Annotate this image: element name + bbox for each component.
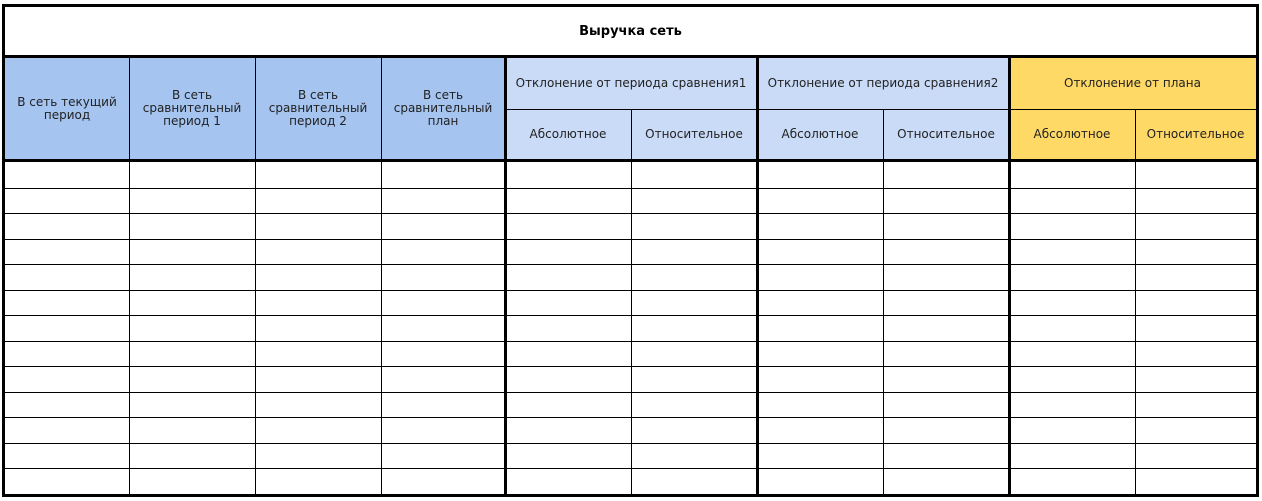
table-cell[interactable] — [129, 341, 255, 367]
table-cell[interactable] — [631, 239, 757, 265]
table-cell[interactable] — [5, 188, 129, 214]
table-cell[interactable] — [631, 213, 757, 239]
table-cell[interactable] — [505, 239, 631, 265]
table-cell[interactable] — [1009, 341, 1135, 367]
subheader-relative-1-label: Относительное — [645, 126, 743, 141]
table-cell[interactable] — [631, 315, 757, 341]
table-cell[interactable] — [5, 366, 129, 392]
table-cell[interactable] — [5, 417, 129, 443]
table-cell[interactable] — [505, 315, 631, 341]
table-cell[interactable] — [5, 162, 129, 188]
table-cell[interactable] — [5, 239, 129, 265]
table-cell[interactable] — [757, 392, 883, 418]
table-cell[interactable] — [883, 468, 1009, 494]
header-comparison-period-1-label: В сеть сравнительный период 1 — [142, 88, 242, 128]
table-cell[interactable] — [1009, 468, 1135, 494]
table-cell[interactable] — [1009, 392, 1135, 418]
table-cell[interactable] — [5, 468, 129, 494]
table-cell[interactable] — [757, 468, 883, 494]
table-cell[interactable] — [381, 213, 505, 239]
table-cell[interactable] — [757, 213, 883, 239]
revenue-table — [2, 4, 1259, 497]
table-cell[interactable] — [381, 366, 505, 392]
table-cell[interactable] — [757, 341, 883, 367]
subheader-absolute-plan-label: Абсолютное — [1033, 126, 1111, 141]
header-comparison-plan-label: В сеть сравнительный план — [393, 88, 493, 128]
table-cell[interactable] — [1135, 366, 1256, 392]
table-cell[interactable] — [1009, 213, 1135, 239]
table-cell[interactable] — [631, 188, 757, 214]
subheader-relative-1 — [631, 109, 757, 159]
header-current-period-label: В сеть текущий период — [17, 94, 117, 122]
table-cell[interactable] — [883, 341, 1009, 367]
table-cell[interactable] — [381, 290, 505, 316]
header-comparison-plan — [381, 58, 505, 159]
table-cell[interactable] — [505, 392, 631, 418]
table-cell[interactable] — [255, 417, 381, 443]
header-comparison-period-2 — [255, 58, 381, 159]
table-cell[interactable] — [505, 162, 631, 188]
subheader-absolute-plan — [1009, 109, 1135, 159]
table-cell[interactable] — [381, 162, 505, 188]
table-cell[interactable] — [757, 417, 883, 443]
table-title: Выручка сеть — [5, 7, 1256, 58]
table-cell[interactable] — [381, 264, 505, 290]
table-cell[interactable] — [1135, 392, 1256, 418]
header-comparison-period-1 — [129, 58, 255, 159]
table-cell[interactable] — [883, 315, 1009, 341]
table-cell[interactable] — [1135, 341, 1256, 367]
table-cell[interactable] — [129, 392, 255, 418]
group-header-deviation-comparison-2-label: Отклонение от периода сравнения2 — [767, 76, 999, 90]
table-cell[interactable] — [255, 315, 381, 341]
table-cell[interactable] — [505, 290, 631, 316]
table-cell[interactable] — [757, 188, 883, 214]
table-cell[interactable] — [1135, 188, 1256, 214]
table-cell[interactable] — [5, 213, 129, 239]
table-cell[interactable] — [255, 239, 381, 265]
table-cell[interactable] — [129, 162, 255, 188]
table-cell[interactable] — [757, 290, 883, 316]
table-cell[interactable] — [1135, 162, 1256, 188]
table-cell[interactable] — [381, 468, 505, 494]
table-cell[interactable] — [883, 417, 1009, 443]
table-cell[interactable] — [129, 239, 255, 265]
table-cell[interactable] — [505, 443, 631, 469]
table-cell[interactable] — [1009, 239, 1135, 265]
table-cell[interactable] — [631, 162, 757, 188]
table-cell[interactable] — [1009, 162, 1135, 188]
table-cell[interactable] — [757, 162, 883, 188]
table-cell[interactable] — [505, 341, 631, 367]
table-cell[interactable] — [1135, 239, 1256, 265]
group-header-deviation-comparison-1 — [505, 58, 757, 109]
table-cell[interactable] — [381, 417, 505, 443]
table-cell[interactable] — [255, 341, 381, 367]
table-cell[interactable] — [1135, 443, 1256, 469]
table-cell[interactable] — [1135, 264, 1256, 290]
table-cell[interactable] — [1009, 188, 1135, 214]
table-cell[interactable] — [5, 443, 129, 469]
table-cell[interactable] — [883, 392, 1009, 418]
subheader-relative-2 — [883, 109, 1009, 159]
table-cell[interactable] — [255, 290, 381, 316]
table-cell[interactable] — [129, 188, 255, 214]
table-cell[interactable] — [883, 239, 1009, 265]
table-cell[interactable] — [631, 290, 757, 316]
table-cell[interactable] — [1009, 443, 1135, 469]
table-cell[interactable] — [757, 264, 883, 290]
table-cell[interactable] — [381, 443, 505, 469]
table-cell[interactable] — [381, 315, 505, 341]
table-cell[interactable] — [1135, 417, 1256, 443]
table-cell[interactable] — [883, 162, 1009, 188]
table-cell[interactable] — [255, 366, 381, 392]
table-cell[interactable] — [129, 366, 255, 392]
table-cell[interactable] — [5, 264, 129, 290]
subheader-absolute-1-label: Абсолютное — [529, 126, 607, 141]
header-current-period — [5, 58, 129, 159]
table-cell[interactable] — [381, 341, 505, 367]
table-cell[interactable] — [1135, 213, 1256, 239]
table-cell[interactable] — [631, 417, 757, 443]
table-cell[interactable] — [883, 264, 1009, 290]
table-cell[interactable] — [1135, 468, 1256, 494]
table-cell[interactable] — [1009, 366, 1135, 392]
table-cell[interactable] — [505, 264, 631, 290]
table-cell[interactable] — [129, 443, 255, 469]
table-cell[interactable] — [1009, 315, 1135, 341]
table-cell[interactable] — [5, 341, 129, 367]
table-cell[interactable] — [129, 315, 255, 341]
table-cell[interactable] — [5, 392, 129, 418]
table-cell[interactable] — [505, 417, 631, 443]
subheader-absolute-2 — [757, 109, 883, 159]
subheader-relative-2-label: Относительное — [897, 126, 995, 141]
table-cell[interactable] — [757, 366, 883, 392]
table-cell[interactable] — [1135, 315, 1256, 341]
table-cell[interactable] — [631, 443, 757, 469]
table-cell[interactable] — [129, 290, 255, 316]
table-cell[interactable] — [1135, 290, 1256, 316]
table-cell[interactable] — [129, 468, 255, 494]
group-header-deviation-comparison-1-label: Отклонение от периода сравнения1 — [515, 76, 747, 90]
table-cell[interactable] — [381, 188, 505, 214]
table-cell[interactable] — [883, 443, 1009, 469]
table-cell[interactable] — [505, 213, 631, 239]
header-comparison-period-2-label: В сеть сравнительный период 2 — [268, 88, 368, 128]
table-cell[interactable] — [129, 417, 255, 443]
subheader-relative-plan-label: Относительное — [1146, 126, 1245, 141]
table-cell[interactable] — [255, 392, 381, 418]
table-cell[interactable] — [757, 239, 883, 265]
table-cell[interactable] — [255, 264, 381, 290]
table-cell[interactable] — [1009, 417, 1135, 443]
table-cell[interactable] — [883, 366, 1009, 392]
table-cell[interactable] — [255, 468, 381, 494]
table-cell[interactable] — [505, 468, 631, 494]
group-header-deviation-plan — [1009, 58, 1256, 109]
table-cell[interactable] — [381, 392, 505, 418]
group-header-deviation-plan-label: Отклонение от плана — [1064, 76, 1201, 90]
table-cell[interactable] — [505, 366, 631, 392]
table-cell[interactable] — [757, 315, 883, 341]
table-cell[interactable] — [5, 315, 129, 341]
table-cell[interactable] — [381, 239, 505, 265]
table-cell[interactable] — [631, 392, 757, 418]
table-cell[interactable] — [631, 264, 757, 290]
table-cell[interactable] — [757, 443, 883, 469]
table-cell[interactable] — [1009, 264, 1135, 290]
subheader-relative-plan — [1135, 109, 1256, 159]
table-cell[interactable] — [255, 443, 381, 469]
table-cell[interactable] — [255, 213, 381, 239]
subheader-absolute-1 — [505, 109, 631, 159]
group-header-deviation-comparison-2 — [757, 58, 1009, 109]
subheader-absolute-2-label: Абсолютное — [781, 126, 859, 141]
table-cell[interactable] — [631, 341, 757, 367]
table-cell[interactable] — [883, 188, 1009, 214]
table-cell[interactable] — [883, 213, 1009, 239]
table-cell[interactable] — [129, 213, 255, 239]
table-cell[interactable] — [255, 162, 381, 188]
table-cell[interactable] — [5, 290, 129, 316]
table-cell[interactable] — [1009, 290, 1135, 316]
table-cell[interactable] — [631, 468, 757, 494]
table-cell[interactable] — [883, 290, 1009, 316]
table-cell[interactable] — [631, 366, 757, 392]
table-cell[interactable] — [255, 188, 381, 214]
table-cell[interactable] — [129, 264, 255, 290]
table-cell[interactable] — [505, 188, 631, 214]
